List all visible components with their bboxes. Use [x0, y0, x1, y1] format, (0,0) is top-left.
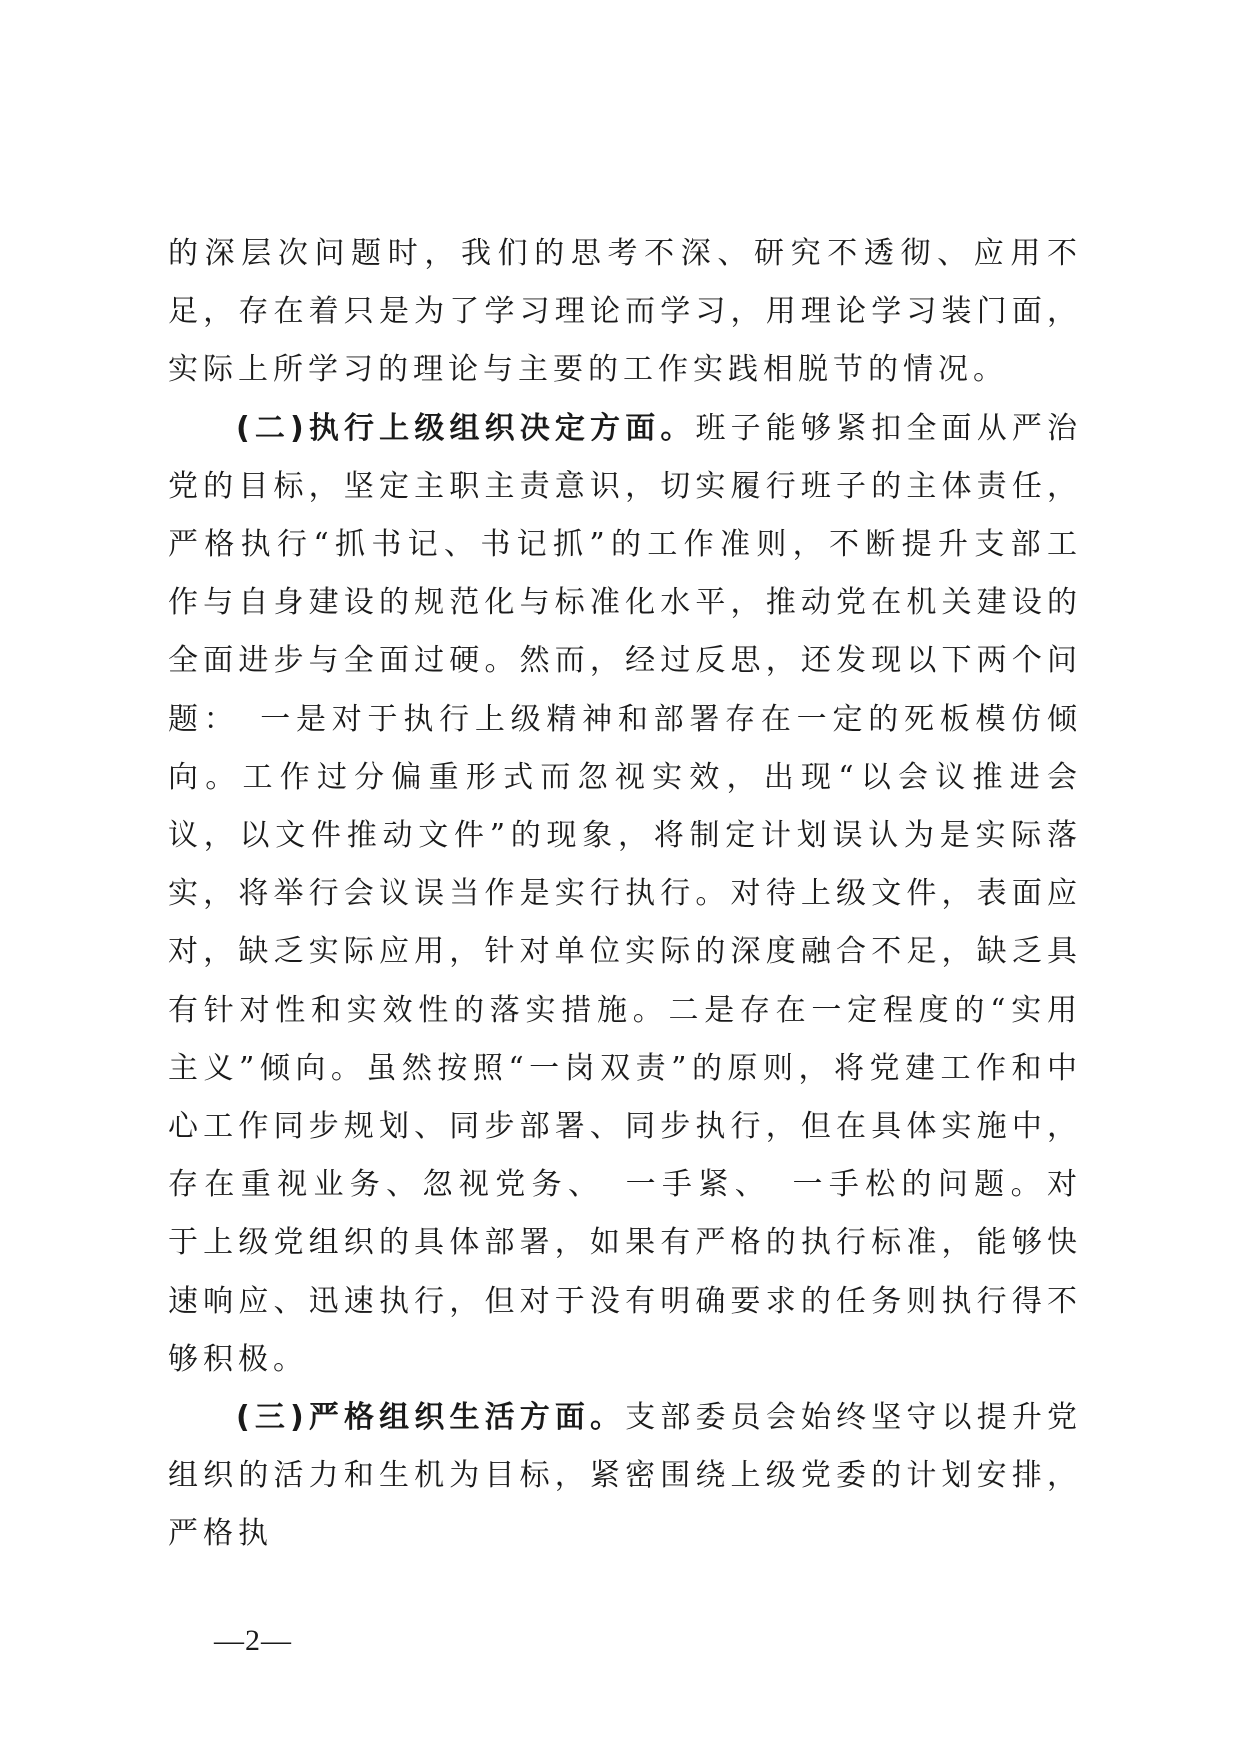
section-heading-organization-life: (三)严格组织生活方面。: [236, 1400, 626, 1436]
paragraph-execution: [168, 400, 1082, 1389]
body-text: [168, 225, 1082, 1564]
paragraph-text: 支部委员会始终坚守以提升党组织的活力和生机为目标，紧密围绕上级党委的计划安排，严格执: [168, 1400, 1083, 1552]
paragraph-text: 班子能够紧扣全面从严治党的目标，坚定主职主责意识，切实履行班子的主体责任，严格执行“抓书记、书记抓”的工作准则，不断提升支部工作与自身建设的规范化与标准化水平，推动党在机关建设的全面进步与全面过硬。然而，经过反思，还发现以下两个问题： 一是对于执行上级精神和部署存在一定的死板模仿倾向。工作过分偏重形式而忽视实效，出现“以会议推进会议，以文件推动文件”的现象，将制定计划误认为是实际落实，将举行会议误当作是实行执行。对待上级文件，表面应对，缺乏实际应用，针对单位实际的深度融合不足，缺乏具有针对性和实效性的落实措施。二是存在一定程度的“实用主义”倾向。虽然按照“一岗双责”的原则，将党建工作和中心工作同步规划、同步部署、同步执行，但在具体实施中，存在重视业务、忽视党务、 一手紧、 一手松的问题。对于上级党组织的具体部署，如果有严格的执行标准，能够快速响应、迅速执行，但对于没有明确要求的任务则执行得不够积极。: [168, 410, 1083, 1377]
section-heading-execution: (二)执行上级组织决定方面。: [236, 410, 696, 446]
paragraph-text: 的深层次问题时，我们的思考不深、研究不透彻、应用不足，存在着只是为了学习理论而学习，用理论学习装门面，实际上所学习的理论与主要的工作实践相脱节的情况。: [168, 236, 1082, 388]
paragraph-continued: [168, 225, 1082, 400]
paragraph-organization-life: [168, 1389, 1082, 1564]
page-number: —2—: [214, 1624, 292, 1657]
